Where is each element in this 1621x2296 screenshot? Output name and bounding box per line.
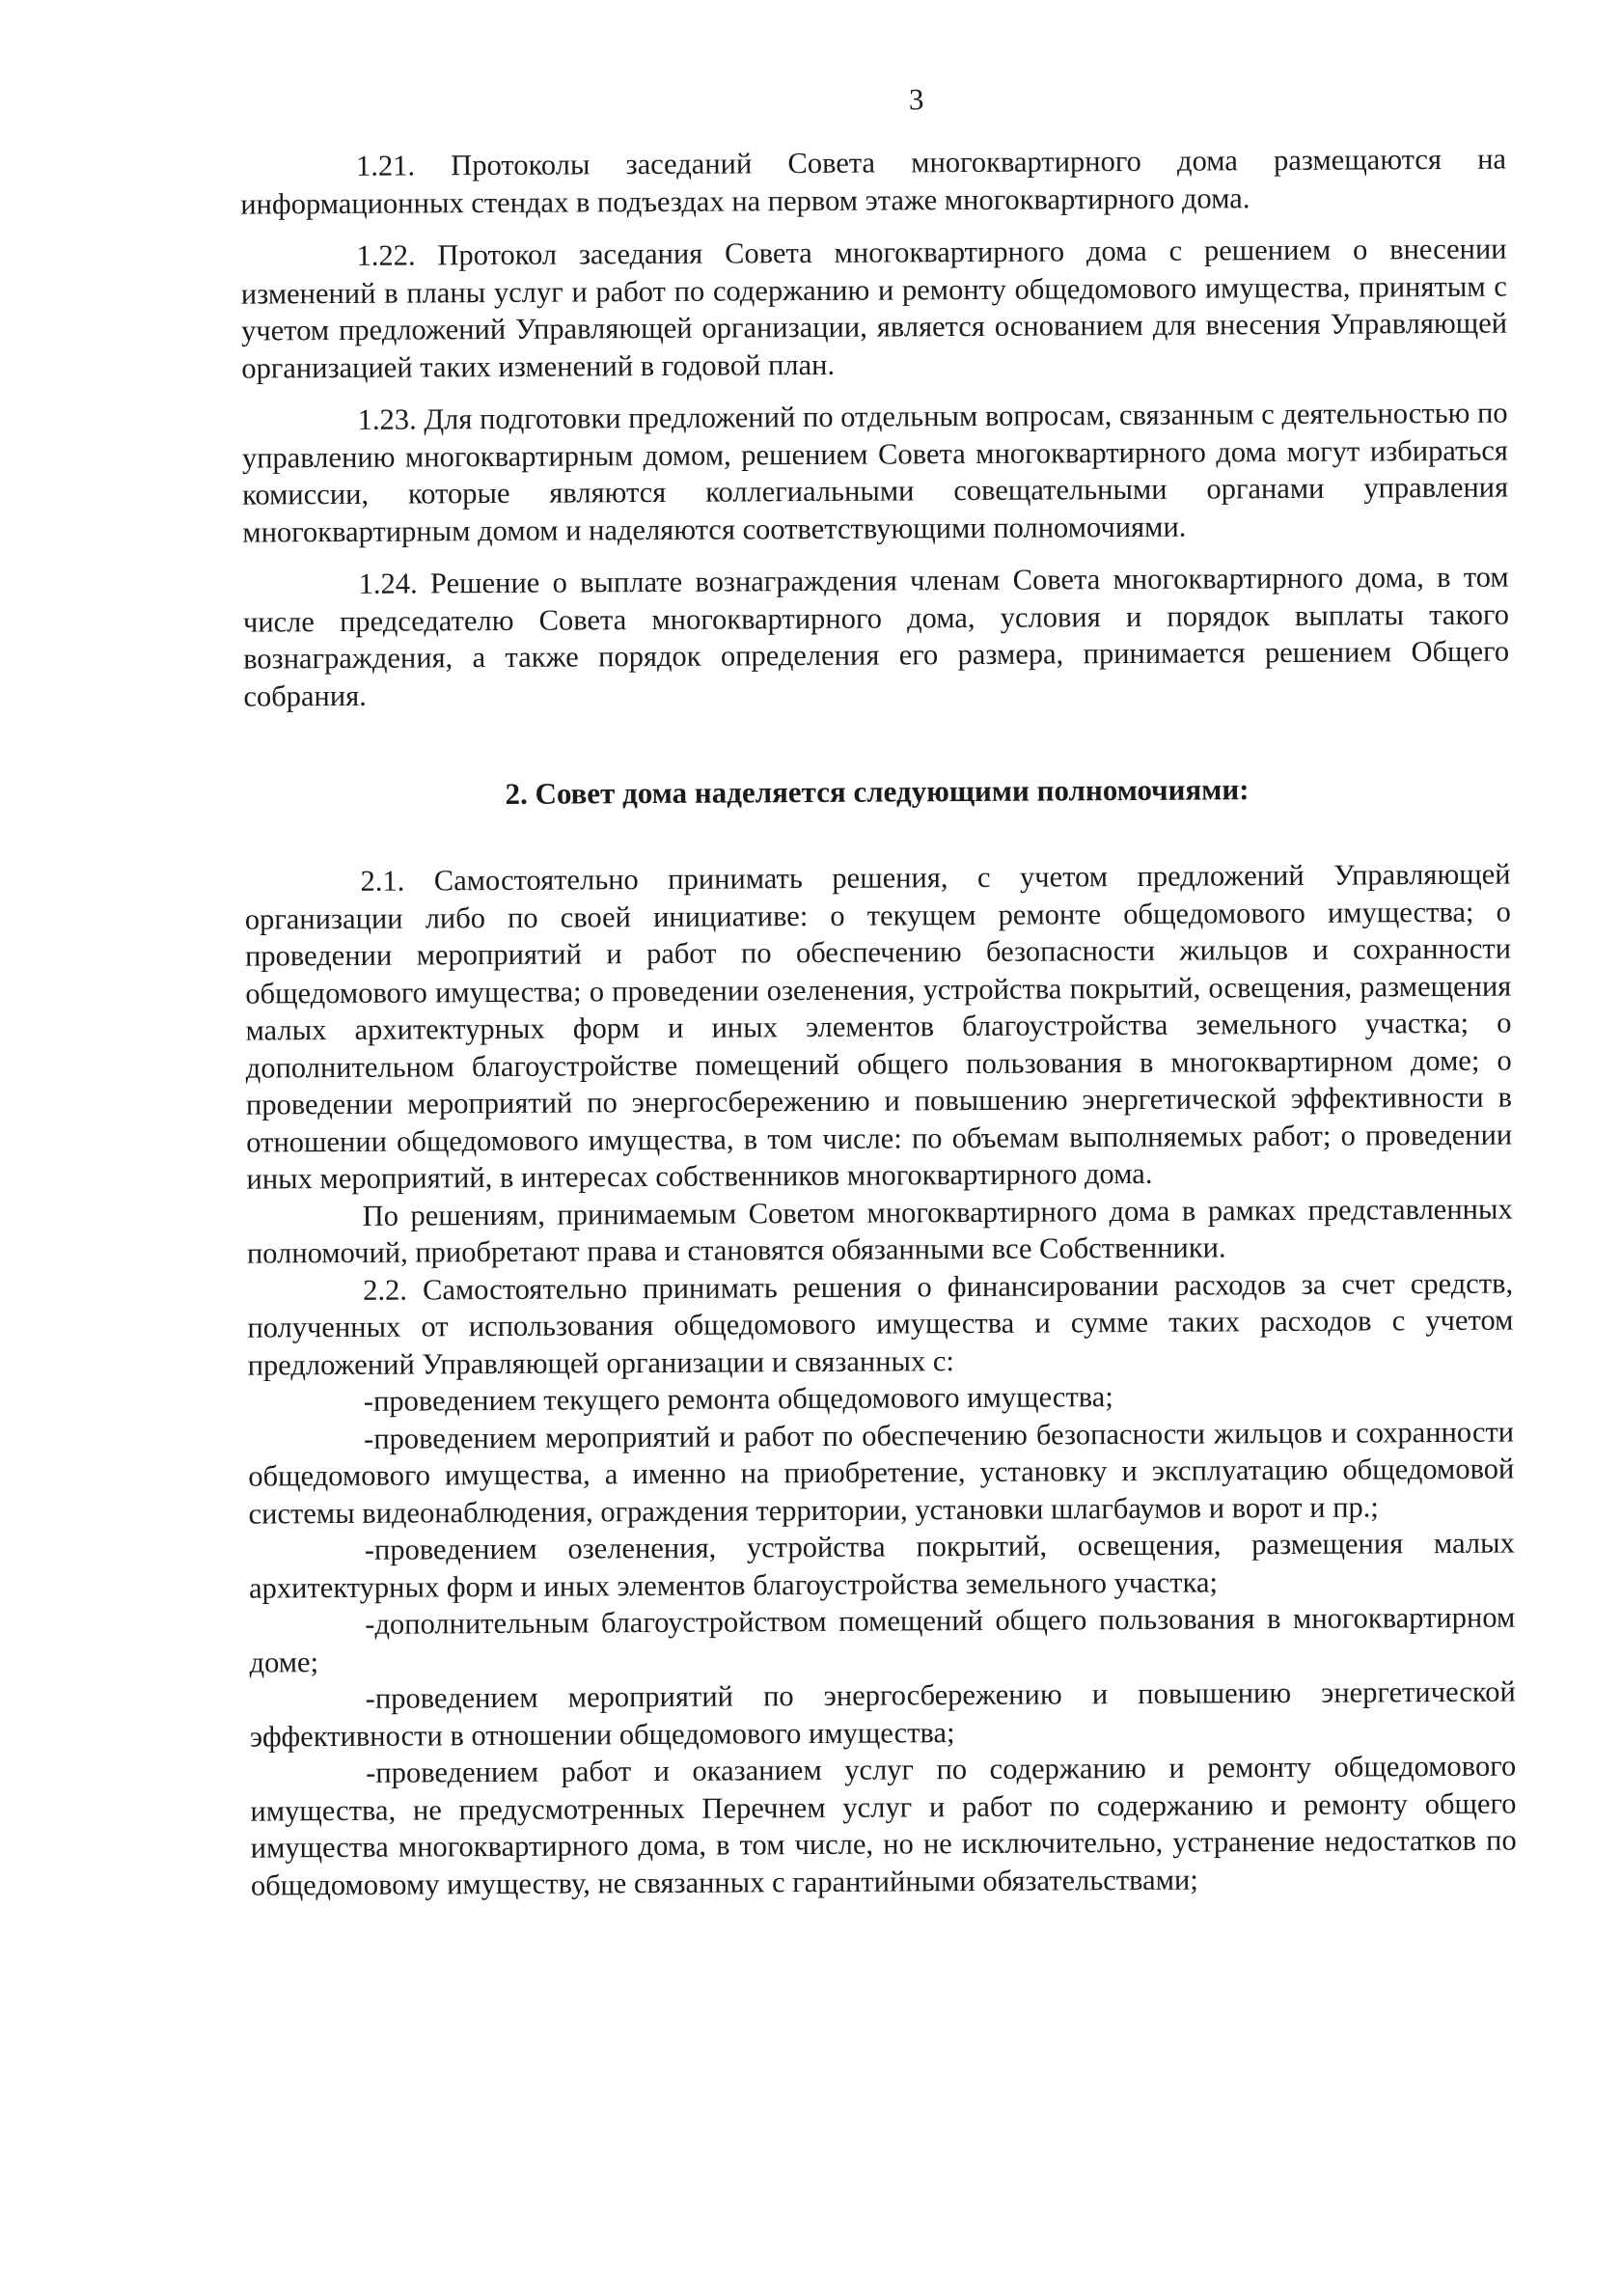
list-item-security: -проведением мероприятий и работ по обеспечению безопасности жильцов и сохранности общедомового имущества, а именно на приобретение, установку и эксплуатацию общедомовой системы видеонаблюдения, ограждения территории, установки шлагбаумов и ворот и пр.; (248, 1415, 1515, 1531)
section-heading: 2. Совет дома наделяется следующими полномочиями: (505, 772, 1250, 811)
paragraph-2-1: 2.1. Самостоятельно принимать решения, с учетом предложений Управляющей организации либо по своей инициативе: о текущем ремонте общедомового имущества; о проведении мероприятий и работ по обеспечению безопасности жильцов и сохранности общедомового имущества; о проведении озеленения, устройства покрытий, освещения, размещения малых архитектурных форм и иных элементов благоустройства земельного участка; о дополнительном благоустройстве помещений общего пользования в многоквартирном доме; о проведении мероприятий по энергосбережению и повышению энергетической эффективности в отношении общедомового имущества, в том числе: по объемам выполняемых работ; о проведении иных мероприятий, в интересах собственников многоквартирного дома. (244, 857, 1513, 1196)
page-number: 3 (908, 82, 924, 117)
list-item-other-works: -проведением работ и оказанием услуг по содержанию и ремонту общедомового имущества, не предусмотренных Перечнем услуг и работ по содержанию и ремонту общего имущества многоквартирного дома, в том числе, но не исключительно, устранение недостатков по общедомовому имуществу, не связанных с гарантийными обязательствами; (250, 1749, 1517, 1902)
list-item-energy: -проведением мероприятий по энергосбережению и повышению энергетической эффективности в отношении общедомового имущества; (249, 1674, 1516, 1754)
list-item-landscaping: -проведением озеленения, устройства покрытий, освещения, размещения малых архитектурных форм и иных элементов благоустройства земельного участка; (248, 1526, 1515, 1605)
paragraph-1-23: 1.23. Для подготовки предложений по отдельным вопросам, связанным с деятельностью по управлению многоквартирным домом, решением Совета многоквартирного дома могут избираться комиссии, которые являются коллегиальными совещательными органами управления многоквартирным домом и наделяются соответствующими полномочиями. (241, 396, 1509, 549)
list-item-common-areas: -дополнительным благоустройством помещений общего пользования в многоквартирном доме; (249, 1600, 1516, 1679)
list-item-repair: -проведением текущего ремонта общедомового имущества; (363, 1380, 1113, 1418)
paragraph-1-22: 1.22. Протокол заседания Совета многоквартирного дома с решением о внесении изменений в планы услуг и работ по содержанию и ремонту общедомового имущества, принятым с учетом предложений Управляющей организации, является основанием для внесения Управляющей организацией таких изменений в годовой план. (240, 232, 1508, 385)
paragraph-1-24: 1.24. Решение о выплате вознаграждения членам Совета многоквартирного дома, в том числе председателю Совета многоквартирного дома, условия и порядок выплаты такого вознаграждения, а также порядок определения его размера, принимается решением Общего собрания. (242, 560, 1510, 713)
paragraph-2-2: 2.2. Самостоятельно принимать решения о финансировании расходов за счет средств, полученных от использования общедомового имущества и сумме таких расходов с учетом предложений Управляющей организации и связанных с: (247, 1266, 1514, 1382)
paragraph-1-21: 1.21. Протоколы заседаний Совета многоквартирного дома размещаются на информационных стендах в подъездах на первом этаже многоквартирного дома. (240, 142, 1507, 221)
paragraph-obligations: По решениям, принимаемым Советом многоквартирного дома в рамках представленных полномочий, приобретают права и становятся обязанными все Собственники. (246, 1192, 1513, 1270)
